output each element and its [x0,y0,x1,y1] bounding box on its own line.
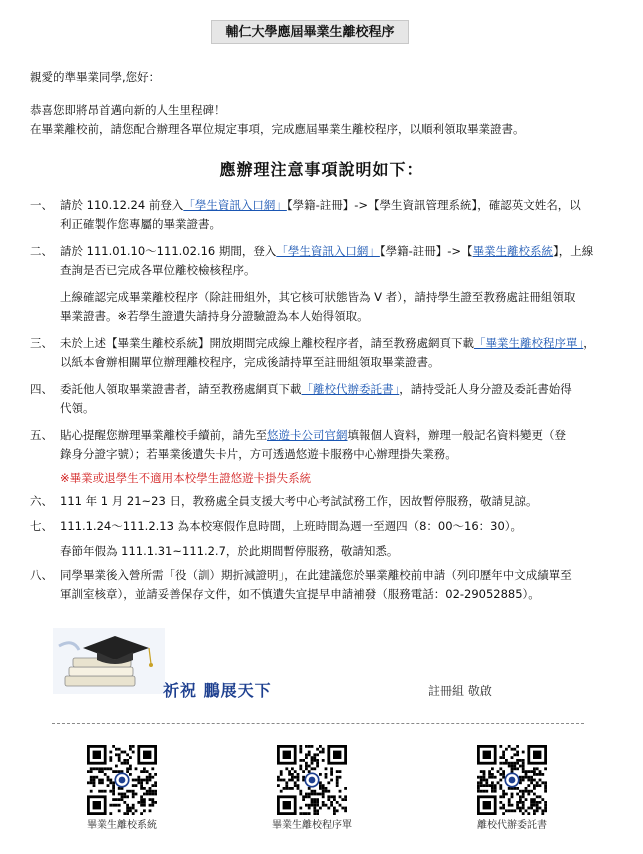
item-text: 查詢是否已完成各單位離校檢核程序。 [60,262,256,277]
item-text: 軍訓室核章），並請妥善保存文件，如不慎遺失宜提早申請補發（服務電話：02-29052885）。 [60,586,540,601]
item-4 [30,380,600,418]
graduation-cap-books-icon [53,628,165,694]
student-portal-link[interactable]: 「學生資訊入口網」 [276,244,380,258]
item-text: ， [583,336,595,350]
intro-line-1: 恭喜您即將昂首邁向新的人生里程碑！ [30,103,226,117]
item-number: 五、 [30,428,53,442]
item-text: 代領。 [60,400,95,415]
item-7 [30,517,600,536]
item-2-note-2: 畢業證書。※若學生證遺失請持身分證驗證為本人始得領取。 [60,309,369,323]
item-text: 錄身分證字號）；若畢業後遺失卡片，方可透過悠遊卡服務中心辦理掛失業務。 [60,446,457,461]
divider [52,723,584,724]
item-text: 填報個人資料，辦理一般記名資料變更（登 [347,428,566,442]
item-text: ，請持受託人身分證及委託書始得 [399,382,572,396]
item-text: 【學籍-註冊】->【學生資訊管理系統】，確認英文姓名，以 [286,198,581,212]
easycard-website-link[interactable]: 悠遊卡公司官網 [267,428,348,442]
item-5 [30,426,600,464]
item-text: 委託他人領取畢業證書者，請至教務處網頁下載 [60,382,302,396]
proxy-authorization-link[interactable]: 「離校代辦委託書」 [301,382,400,396]
intro-line-2: 在畢業離校前，請您配合辦理各單位規定事項，完成應屆畢業生離校程序，以順利領取畢業證書。 [30,122,525,136]
item-3 [30,334,600,372]
qr-label: 畢業生離校程序單 [272,820,352,831]
item-2 [30,242,600,280]
item-2-note-1: 上線確認完成畢業離校程序（除註冊組外，其它核可狀態皆為 V 者），請持學生證至教務處註冊組領取 [60,290,576,304]
qr-proxy-authorization[interactable] [472,745,552,835]
item-text: 以紙本會辦相關單位辦理離校程序，完成後請持單至註冊組領取畢業證書。 [60,354,440,369]
item-number: 一、 [30,198,53,212]
qr-code-icon [477,745,547,815]
item-5-warning: ※畢業或退學生不適用本校學生證悠遊卡掛失系統 [60,471,312,485]
qr-graduate-system[interactable] [82,745,162,835]
qr-code-icon [277,745,347,815]
student-portal-link[interactable]: 「學生資訊入口網」 [183,198,287,212]
item-text: 貼心提醒您辦理畢業離校手續前，請先至 [60,428,267,442]
item-number: 二、 [30,244,53,258]
qr-label: 離校代辦委託書 [477,820,547,831]
item-text: 請於 111.01.10～111.02.16 期間，登入 [60,244,277,258]
item-text: 111.1.24～111.2.13 為本校寒假作息時間，上班時間為週一至週四（8：00～16：30）。 [60,519,523,533]
item-text: 未於上述【畢業生離校系統】開放期間完成線上離校程序者，請至教務處網頁下載 [60,336,474,350]
item-1 [30,196,600,234]
item-8 [30,566,600,604]
item-number: 七、 [30,519,53,533]
qr-code-icon [87,745,157,815]
section-heading: 應辦理注意事項說明如下： [219,160,424,179]
greeting: 親愛的準畢業同學,您好： [30,70,161,84]
item-text: 【學籍-註冊】->【 [379,244,473,258]
item-text: 同學畢業後入營所需「役（訓）期折減證明」，在此建議您於畢業離校前申請（列印歷年中文成績單至 [60,568,572,582]
qr-label: 畢業生離校系統 [87,820,157,831]
item-6 [30,492,600,511]
graduate-leaving-system-link[interactable]: 畢業生離校系統 [472,244,554,258]
item-number: 八、 [30,568,53,582]
document-title: 輔仁大學應屆畢業生離校程序 [211,20,409,44]
item-number: 六、 [30,494,53,508]
item-text: 請於 110.12.24 前登入 [60,198,184,212]
item-text: 111 年 1 月 21~23 日，教務處全員支援大考中心考試試務工作，因故暫停服務，敬請見諒。 [60,494,538,508]
registrar-signature: 註冊組 敬啟 [428,684,492,698]
item-number: 四、 [30,382,53,396]
qr-procedure-form[interactable] [272,745,352,835]
item-7-note: 春節年假為 111.1.31~111.2.7，於此期間暫停服務，敬請知悉。 [60,544,399,558]
item-text: 】，上線 [553,244,594,258]
item-text: 利正確製作您專屬的畢業證書。 [60,216,221,231]
item-number: 三、 [30,336,53,350]
leaving-procedure-form-link[interactable]: 「畢業生離校程序單」 [474,336,584,350]
blessing-text: 祈祝 鵬展天下 [163,681,272,700]
